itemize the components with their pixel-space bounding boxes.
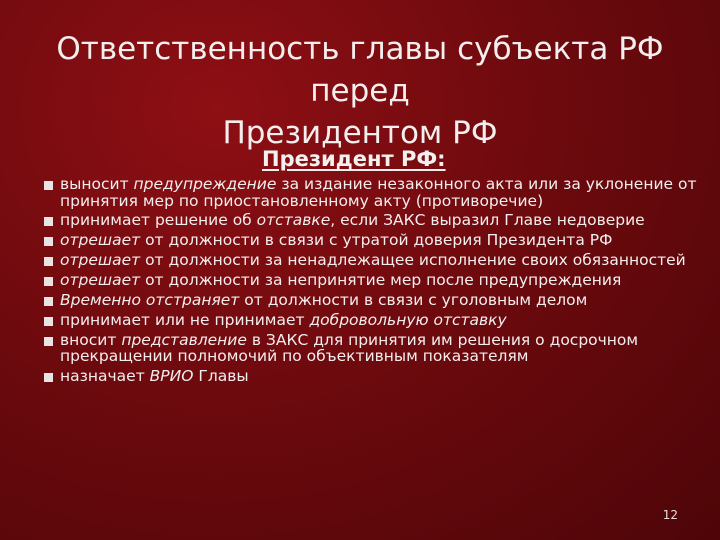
square-bullet-icon <box>44 237 53 246</box>
bullet-emphasis: ВРИО <box>149 367 194 386</box>
square-bullet-icon <box>44 181 53 190</box>
bullet-item <box>42 332 697 365</box>
bullet-emphasis: отставке <box>256 211 331 230</box>
bullet-text: вносит <box>60 330 122 349</box>
bullet-item <box>42 368 697 385</box>
bullet-text: принимает решение об <box>60 211 257 230</box>
square-bullet-icon <box>44 337 53 346</box>
subtitle: Президент РФ: <box>262 147 446 171</box>
bullet-list <box>42 176 697 388</box>
bullet-emphasis: представление <box>121 330 247 349</box>
bullet-emphasis: отрешает <box>60 231 141 250</box>
slide-title <box>20 28 700 154</box>
title-line-1: Ответственность главы субъекта РФ перед <box>56 31 664 109</box>
bullet-emphasis: отрешает <box>60 251 141 270</box>
bullet-emphasis: добровольную отставку <box>309 310 507 329</box>
bullet-text: за издание незаконного акта или за уклонение от принятия мер по приостановленному акту (противоречие) <box>60 175 697 210</box>
bullet-text: от должности в связи с утратой доверия Президента РФ <box>140 231 613 250</box>
title-line-2: Президентом РФ <box>222 115 498 151</box>
bullet-text: от должности в связи с уголовным делом <box>239 290 588 309</box>
bullet-item <box>42 272 697 289</box>
bullet-item <box>42 252 697 269</box>
bullet-item <box>42 312 697 329</box>
bullet-emphasis: отрешает <box>60 271 141 290</box>
square-bullet-icon <box>44 297 53 306</box>
bullet-text: в ЗАКС для принятия им решения о досрочном прекращении полномочий по объективным показателям <box>60 330 639 366</box>
bullet-text: назначает <box>60 367 150 386</box>
square-bullet-icon <box>44 257 53 266</box>
bullet-text: от должности за непринятие мер после предупреждения <box>140 271 622 290</box>
bullet-emphasis: Временно отстраняет <box>60 290 240 309</box>
square-bullet-icon <box>44 277 53 286</box>
bullet-text: Главы <box>193 367 249 386</box>
bullet-text: выносит <box>60 175 134 193</box>
page-number: 12 <box>662 508 678 522</box>
bullet-item <box>42 232 697 249</box>
bullet-item <box>42 292 697 309</box>
square-bullet-icon <box>44 217 53 226</box>
bullet-text: , если ЗАКС выразил Главе недоверие <box>330 211 645 230</box>
bullet-text: принимает или не принимает <box>60 310 310 329</box>
bullet-text: от должности за ненадлежащее исполнение своих обязанностей <box>140 251 686 270</box>
bullet-item <box>42 176 697 209</box>
bullet-emphasis: предупреждение <box>133 175 277 193</box>
square-bullet-icon <box>44 317 53 326</box>
bullet-item <box>42 212 697 229</box>
square-bullet-icon <box>44 373 53 382</box>
